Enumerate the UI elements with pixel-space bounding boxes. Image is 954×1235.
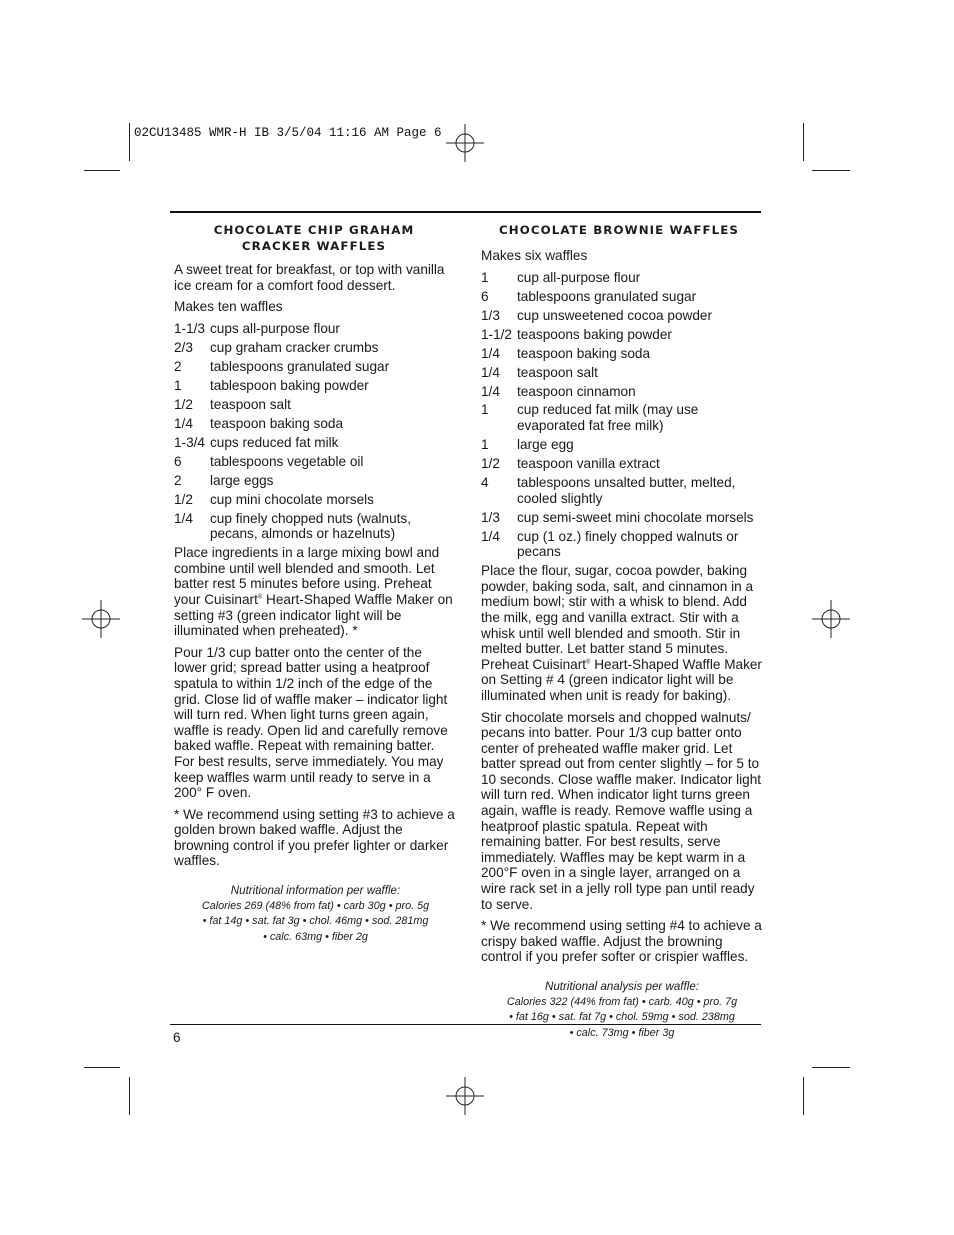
ingredient-qty: 6 <box>481 288 489 304</box>
ingredient-qty: 1-1/2 <box>481 326 512 342</box>
ingredient-name: cup unsweetened cocoa powder <box>517 307 712 323</box>
ingredient-qty: 1 <box>481 269 489 285</box>
ingredient-item <box>174 416 457 432</box>
registered-mark: ® <box>257 594 263 601</box>
step-text: Heart-Shaped Waffle Maker on Setting # 4 (green indicator light will be illuminated when unit is ready for baking). <box>481 656 762 703</box>
nutrition-heading: Nutritional information per waffle: <box>230 884 401 898</box>
ingredient-name: cups reduced fat milk <box>210 434 339 450</box>
ingredient-item <box>481 456 763 472</box>
ingredient-qty: 2 <box>174 472 182 488</box>
recipe-yield: Makes six waffles <box>481 248 588 263</box>
crop-mark <box>84 1067 120 1068</box>
registered-mark: ® <box>586 659 591 666</box>
ingredient-qty: 1/4 <box>174 415 193 431</box>
ingredient-item <box>174 435 457 451</box>
ingredient-item <box>481 402 763 433</box>
ingredient-name: tablespoons granulated sugar <box>210 358 390 374</box>
ingredient-qty: 1/4 <box>481 528 500 544</box>
recipe-title: CHOCOLATE BROWNIE WAFFLES <box>499 223 740 237</box>
ingredient-name: tablespoons vegetable oil <box>210 453 364 469</box>
ingredient-qty: 1/2 <box>174 491 193 507</box>
ingredient-qty: 1/4 <box>174 510 193 526</box>
recipe-title-line1: CHOCOLATE CHIP GRAHAM <box>213 223 415 237</box>
ingredient-item <box>174 340 457 356</box>
ingredient-qty: 1-3/4 <box>174 434 205 450</box>
ingredient-name: teaspoon baking soda <box>210 415 344 431</box>
nutrition-line: Calories 269 (48% from fat) • carb 30g • pro. 5g <box>201 899 430 912</box>
crop-mark <box>129 1077 130 1115</box>
registration-mark-icon <box>812 600 850 638</box>
ingredient-name: cup mini chocolate morsels <box>210 491 374 507</box>
ingredient-item <box>481 510 763 526</box>
ingredient-item <box>481 346 763 362</box>
ingredient-item <box>174 492 457 508</box>
recipe-chocolate-brownie <box>481 222 763 1041</box>
ingredient-qty: 1-1/3 <box>174 320 205 336</box>
crop-mark <box>803 123 804 161</box>
ingredient-name: cup semi-sweet mini chocolate morsels <box>517 509 754 525</box>
ingredient-name: cup graham cracker crumbs <box>210 339 379 355</box>
ingredient-qty: 1/4 <box>481 345 500 361</box>
crop-mark <box>84 170 120 171</box>
nutrition-line: • fat 16g • sat. fat 7g • chol. 59mg • sod. 238mg <box>509 1011 735 1024</box>
ingredient-qty: 1/4 <box>481 383 500 399</box>
ingredient-name: cups all-purpose flour <box>210 320 340 336</box>
ingredient-name: cup all-purpose flour <box>517 269 641 285</box>
ingredient-name: cup reduced fat milk (may use evaporated fat free milk) <box>517 402 699 434</box>
ingredient-item <box>481 289 763 305</box>
ingredient-item <box>481 270 763 286</box>
nutrition-line: • calc. 63mg • fiber 2g <box>263 930 368 943</box>
recipe-title-line2: CRACKER WAFFLES <box>241 239 387 253</box>
ingredient-name: teaspoon cinnamon <box>517 383 636 399</box>
ingredient-item <box>481 475 763 506</box>
recipe-step: Pour 1/3 cup batter onto the center of the lower grid; spread batter using a heatproof spatula to within 1/2 inch of the edge of the grid. Close lid of waffle maker – indicator light will turn red. When light turns green again, waffle is ready. Open lid and carefully remove baked waffle. Repeat with remaining batter. For best results, serve immediately. You may keep waffles warm until ready to serve in a 200° F oven. <box>174 644 448 801</box>
bottom-rule <box>170 1024 761 1025</box>
ingredient-name: cup (1 oz.) finely chopped walnuts or pecans <box>517 528 739 560</box>
ingredient-qty: 4 <box>481 475 489 491</box>
ingredient-qty: 2 <box>174 358 182 374</box>
crop-mark <box>812 1067 850 1068</box>
ingredient-name: tablespoon baking powder <box>210 377 369 393</box>
ingredient-name: tablespoons granulated sugar <box>517 288 697 304</box>
ingredient-qty: 1/2 <box>481 456 500 472</box>
ingredient-qty: 1 <box>481 402 489 418</box>
ingredient-item <box>174 511 457 542</box>
crop-mark <box>803 1077 804 1115</box>
ingredient-item <box>481 327 763 343</box>
ingredient-name: tablespoons unsalted butter, melted, cooled slightly <box>517 475 736 506</box>
recipe-note: * We recommend using setting #4 to achieve a crispy baked waffle. Adjust the browning control if you prefer softer or crispier waffles. <box>481 918 762 965</box>
ingredient-item <box>174 321 457 337</box>
step-text: Place ingredients in a large mixing bowl and combine until well blended and smooth. Let batter rest 5 minutes before using. Preheat your Cuisinart <box>174 545 440 607</box>
recipe-step <box>174 545 457 639</box>
ingredient-item <box>481 365 763 381</box>
ingredient-qty: 2/3 <box>174 339 193 355</box>
recipe-chocolate-chip-graham <box>174 222 457 945</box>
recipe-step <box>481 563 763 703</box>
ingredient-qty: 1 <box>174 377 182 393</box>
ingredient-item <box>174 454 457 470</box>
ingredient-item <box>174 397 457 413</box>
print-slug: 02CU13485 WMR-H IB 3/5/04 11:16 AM Page 6 <box>134 126 442 140</box>
nutrition-line: • fat 14g • sat. fat 3g • chol. 46mg • sod. 281mg <box>202 915 429 928</box>
recipe-intro: A sweet treat for breakfast, or top with vanilla ice cream for a comfort food dessert. <box>174 262 445 293</box>
recipe-note: * We recommend using setting #3 to achieve a golden brown baked waffle. Adjust the browning control if you prefer lighter or darker waffles. <box>174 806 455 869</box>
ingredient-name: teaspoon salt <box>210 396 291 412</box>
ingredient-item <box>174 378 457 394</box>
ingredient-name: large eggs <box>210 472 274 488</box>
nutrition-line: Calories 322 (44% from fat) • carb. 40g • pro. 7g <box>506 995 738 1008</box>
ingredient-item <box>174 359 457 375</box>
ingredient-qty: 1/3 <box>481 307 500 323</box>
registration-mark-icon <box>446 1077 484 1115</box>
nutrition-info <box>481 979 763 1041</box>
crop-mark <box>812 170 850 171</box>
ingredient-qty: 1/2 <box>174 396 193 412</box>
ingredient-name: teaspoon salt <box>517 364 598 380</box>
ingredient-name: cup finely chopped nuts (walnuts, pecans, almonds or hazelnuts) <box>210 510 412 542</box>
ingredient-name: teaspoon vanilla extract <box>517 456 660 472</box>
ingredient-qty: 1 <box>481 437 489 453</box>
nutrition-info <box>174 883 457 945</box>
page-number: 6 <box>173 1030 181 1045</box>
registration-mark-icon <box>82 600 120 638</box>
ingredient-qty: 6 <box>174 453 182 469</box>
ingredient-item <box>481 437 763 453</box>
ingredient-list <box>481 270 763 560</box>
recipe-step: Stir chocolate morsels and chopped walnuts/ pecans into batter. Pour 1/3 cup batter onto center of preheated waffle maker grid. Let batter spread out from center slightly – for 5 to 10 seconds. Close waffle maker. Indicator light will turn red. When indicator light turns green again, waffle is ready. Remove waffle using a heatproof plastic spatula. Repeat with remaining batter. For best results, serve immediately. Waffles may be kept warm in a 200°F oven in a single layer, arranged on a wire rack set in a jelly roll type pan until ready to serve. <box>481 709 762 912</box>
ingredient-item <box>174 473 457 489</box>
step-text: Place the flour, sugar, cocoa powder, baking powder, baking soda, salt, and cinnamon in a medium bowl; stir with a whisk to blend. Add the milk, egg and vanilla extract. Stir with a whisk until well blended and smooth. Stir in melted butter. Let batter stand 5 minutes. Preheat Cuisinart <box>481 563 754 672</box>
ingredient-qty: 1/4 <box>481 364 500 380</box>
recipe-title <box>174 222 454 254</box>
ingredient-item <box>481 384 763 400</box>
nutrition-heading: Nutritional analysis per waffle: <box>544 980 699 994</box>
crop-mark <box>129 123 130 161</box>
ingredient-qty: 1/3 <box>481 509 500 525</box>
ingredient-name: teaspoon baking soda <box>517 345 651 361</box>
ingredient-item <box>481 529 763 560</box>
top-rule <box>170 211 761 213</box>
recipe-yield: Makes ten waffles <box>174 299 283 315</box>
ingredient-item <box>481 308 763 324</box>
step-text: Heart-Shaped Waffle Maker on setting #3 (green indicator light will be illuminated when preheated). * <box>174 591 453 639</box>
ingredient-name: teaspoons baking powder <box>517 326 672 342</box>
registration-mark-icon <box>446 124 484 162</box>
ingredient-name: large egg <box>517 437 574 453</box>
ingredient-list <box>174 321 457 542</box>
nutrition-line: • calc. 73mg • fiber 3g <box>569 1026 675 1039</box>
